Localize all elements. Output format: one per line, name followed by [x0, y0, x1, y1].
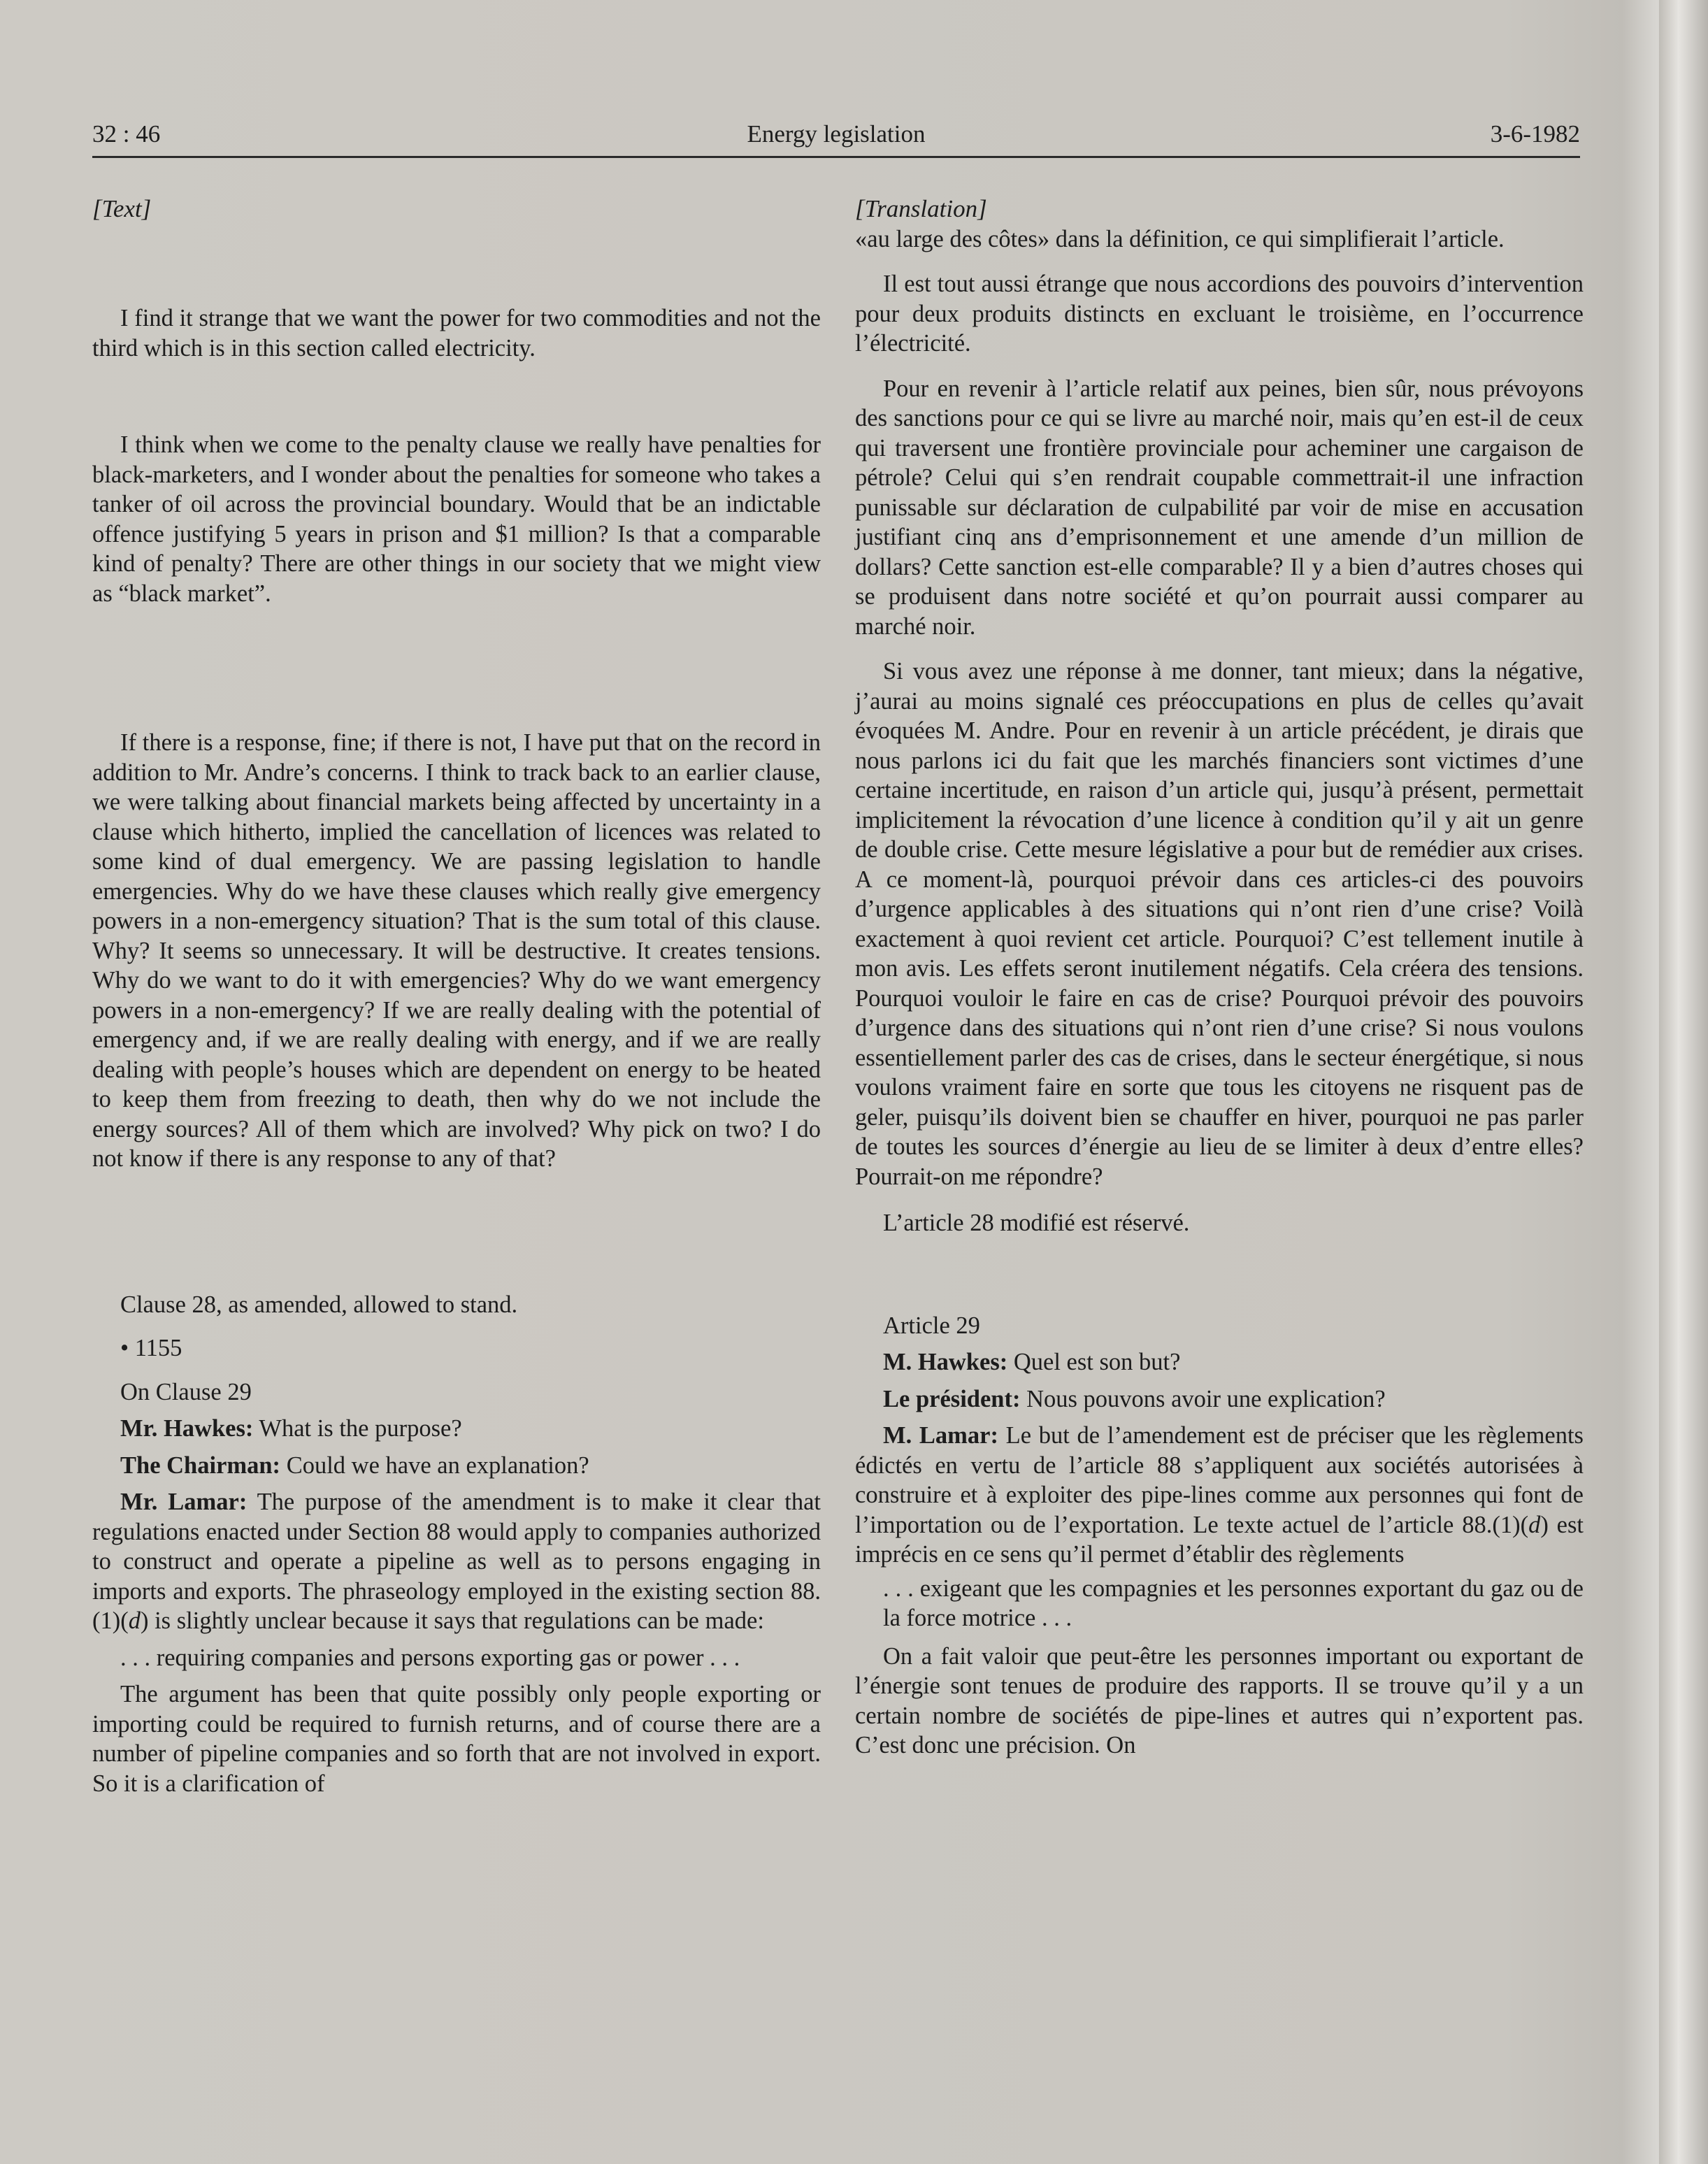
quoted-regulation-fr: . . . exigeant que les compagnies et les personnes exportant du gaz ou de la force motrice . . . — [883, 1575, 1584, 1631]
paragraph-response: If there is a response, fine; if there is not, I have put that on the record in addition to Mr. Andre’s concerns. I think to track back to an earlier clause, we were talking about financial markets being affected by uncertainty in a clause which hitherto, implied the cancellation of licences was related to some kind of dual emergency. We are passing legislation to handle emergencies. Why do we have these clauses which really give emergency powers in a non-emergency situation? That is the sum total of this clause. Why? It seems so unnecessary. It will be destructive. It creates tensions. Why do we want to do it with emergencies? Why do we want emergency powers in a non-emergency? If we are really dealing with the potential of emergency and, if we are really dealing with energy, and if we are really dealing with people’s houses which are dependent on energy to be heated to keep them from freezing to death, then why do we not include the energy sources? All of them which are involved? Why pick on two? I do not know if there is any response to any of that? — [92, 729, 821, 1172]
speaker-chairman: The Chairman: — [120, 1452, 281, 1479]
lamar-paragraph — [92, 1487, 821, 1636]
lamar-italic-d-fr: d — [1528, 1511, 1541, 1538]
chairman-text: Could we have an explanation? — [280, 1452, 589, 1479]
bracket-open: [ — [92, 195, 102, 222]
president-text: Nous pouvons avoir une explication? — [1020, 1385, 1386, 1412]
page-header — [92, 120, 1580, 159]
paragraph-etrange: Il est tout aussi étrange que nous accordions des pouvoirs d’intervention pour deux produits distincts en excluant le troisième, en l’occurrence l’électricité. — [855, 271, 1584, 357]
paragraph-offshore: «au large des côtes» dans la définition, ce qui simplifierait l’article. — [855, 225, 1505, 252]
lamar-text-a-fr: Le but de l’amendement est de préciser que les règlements édictés en vertu de l’article 88 s’appliquent aux sociétés autorisées à construire et à exploiter des pipe-lines comme aux personnes qui font de l’importation ou de l’exportation. Le texte actuel de l’article 88.(1) — [855, 1422, 1584, 1538]
text-label-word: Text — [101, 195, 142, 222]
book-spine-shadow — [1659, 0, 1708, 2164]
paragraph-reponse: Si vous avez une réponse à me donner, tant mieux; dans la négative, j’aurai au moins signalé ces préoccupations en plus de celles qu’avait évoquées M. Andre. Pour en revenir à un article précédent, je dirais que nous parlons ici du fait que les marchés financiers sont victimes d’une certaine incertitude, en raison d’un article qui, jusqu’à présent, permettait implicitement la révocation d’une licence à condition qu’il y ait un genre de double crise. Cette mesure législative a pour but de remédier aux crises. A ce moment-là, pourquoi prévoir dans ces articles-ci des pouvoirs d’urgence applicables à des situations qui n’ont rien d’une crise? Voilà exactement à quoi revient cet article. Pourquoi? C’est tellement inutile à mon avis. Les effets seront inutilement négatifs. Cela créera des tensions. Pourquoi vouloir le faire en cas de crise? Pourquoi prévoir des pouvoirs d’urgence dans des situations qui n’ont rien d’une crise? Si nous voulons essentiellement parler des cas de crises, dans le secteur énergétique, si nous voulons vraiment faire en sorte que tous les citoyens ne risquent pas de geler, puisqu’ils doivent bien se chauffer en hiver, pourquoi ne pas parler de toutes les sources d’énergie au lieu de se limiter à deux d’entre elles? Pourrait-on me répondre? — [855, 658, 1584, 1190]
paragraph-argument-fr: On a fait valoir que peut-être les personnes important ou exportant de l’énergie sont tenues de produire des rapports. Il se trouve qu’il y a un certain nombre de sociétés de pipe-lines et autres qui n’exportent pas. C’est donc une précision. On — [855, 1642, 1584, 1758]
clause-28-status: Clause 28, as amended, allowed to stand. — [120, 1291, 518, 1318]
time-marker: • 1155 — [120, 1335, 182, 1361]
on-clause-29: On Clause 29 — [120, 1378, 252, 1405]
translation-label — [855, 194, 1584, 224]
text-label — [92, 194, 821, 224]
french-column — [855, 194, 1584, 1761]
hawkes-text-fr: Quel est son but? — [1007, 1349, 1181, 1375]
english-column — [92, 194, 821, 1798]
quoted-regulation: . . . requiring companies and persons exporting gas or power . . . — [120, 1644, 740, 1671]
speaker-president: Le président: — [883, 1385, 1021, 1412]
page-date: 3-6-1982 — [1490, 120, 1580, 148]
hawkes-line-fr — [855, 1347, 1584, 1377]
lamar-text-a: The purpose of the amendment is to make it clear that regulations enacted under Section 88 would apply to companies authorized to construct and operate a pipeline as well as to persons engaging in imports and exports. The phraseology employed in the existing section 88.(1)( — [92, 1489, 821, 1634]
chairman-line — [92, 1451, 821, 1481]
lamar-text-b-fr: ) est imprécis en ce sens qu’il permet d’établir des règlements — [855, 1511, 1584, 1568]
page-title: Energy legislation — [747, 120, 926, 148]
lamar-italic-d: d — [128, 1607, 141, 1634]
header-rule — [92, 156, 1580, 158]
hawkes-line — [92, 1414, 821, 1444]
paragraph-commodities: I find it strange that we want the power for two commodities and not the third which is in this section called electricity. — [92, 305, 821, 361]
paragraph-peines: Pour en revenir à l’article relatif aux peines, bien sûr, nous prévoyons des sanctions pour ce qui se livre au marché noir, mais qu’en est-il de ceux qui traversent une frontière provinciale pour acheminer une cargaison de pétrole? Celui qui s’en rendrait coupable commettrait-il une infraction punissable sur déclaration de culpabilité par voir de mise en accusation justifiant cinq ans d’emprisonnement et une amende d’un million de dollars? Cette sanction est-elle comparable? Il y a bien d’autres choses qui se produisent dans notre société et qu’on pourrait aussi comparer au marché noir. — [855, 375, 1584, 640]
translation-label-word: Translation — [864, 195, 978, 222]
hawkes-text: What is the purpose? — [253, 1415, 462, 1442]
paragraph-penalty: I think when we come to the penalty clause we really have penalties for black-marketers, and I wonder about the penalties for someone who takes a tanker of oil across the provincial boundary. Would that be an indictable offence justifying 5 years in prison and $1 million? Is that a comparable kind of penalty? There are other things in our society that we might view as “black market”. — [92, 431, 821, 607]
lamar-paragraph-fr: M. Lamar: Le but de l’amendement est de préciser que les règlements édictés en vertu de l’article 88 s’appliquent aux sociétés autorisées à construire et à exploiter des pipe-lines comme aux personnes qui font de l’importation ou de l’exportation. Le texte actuel de l’article 88.(1)(d) est imprécis en ce sens qu’il permet d’établir des règlements — [855, 1422, 1584, 1568]
article-29: Article 29 — [883, 1312, 980, 1339]
bracket-close: ] — [141, 195, 152, 222]
lamar-text-b: ) is slightly unclear because it says that regulations can be made: — [140, 1607, 764, 1634]
paragraph-argument: The argument has been that quite possibly only people exporting or importing could be required to furnish returns, and of course there are a number of pipeline companies and so forth that are not involved in export. So it is a clarification of — [92, 1681, 821, 1797]
bracket-close: ] — [977, 195, 987, 222]
bracket-open: [ — [855, 195, 865, 222]
president-line — [855, 1384, 1584, 1414]
speaker-lamar: Mr. Lamar: — [120, 1489, 247, 1515]
speaker-hawkes: Mr. Hawkes: — [120, 1415, 254, 1442]
speaker-lamar-fr: M. Lamar: — [883, 1422, 998, 1449]
speaker-hawkes-fr: M. Hawkes: — [883, 1349, 1008, 1375]
article-28-status: L’article 28 modifié est réservé. — [883, 1210, 1190, 1236]
page-number: 32 : 46 — [92, 120, 161, 148]
